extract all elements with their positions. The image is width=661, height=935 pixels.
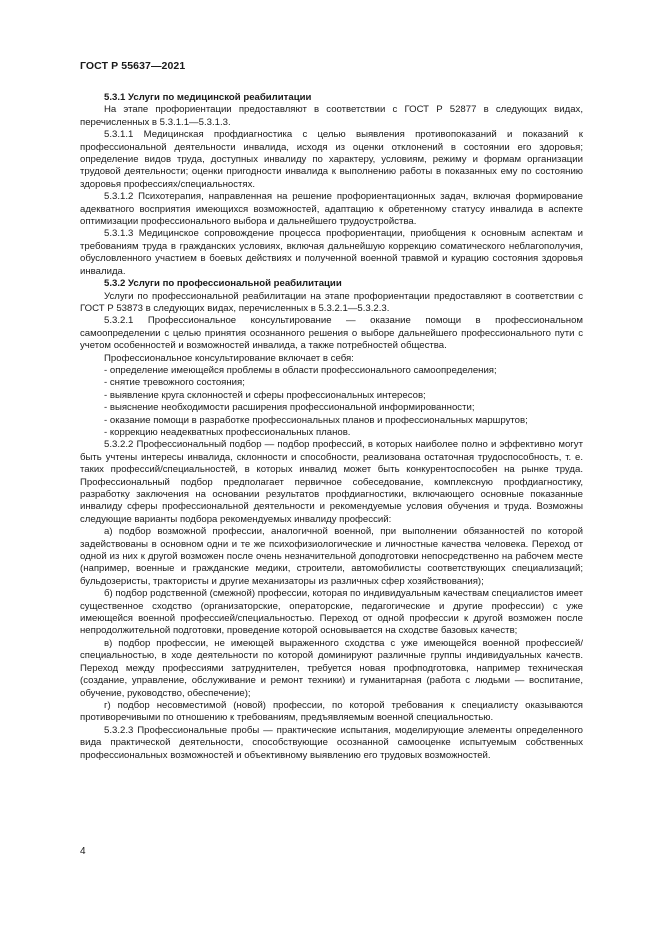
document-body	[80, 92, 583, 762]
list-item: - выявление круга склонностей и сферы профессиональных интересов;	[104, 389, 426, 401]
page-number: 4	[80, 846, 86, 857]
section-heading: 5.3.1 Услуги по медицинской реабилитации	[104, 92, 312, 103]
standard-header: ГОСТ Р 55637—2021	[80, 60, 186, 72]
paragraph: в) подбор профессии, не имеющей выраженного сходства с уже имеющейся военной профессией/специальностью, в ходе деятельности по которой доминируют различные группы индивидуальных качеств. Переход между профессиями затруднителен, требуется новая профподготовка, например техническая (создание, управление, обслуживание и ремонт техники) и гуманитарная (работа с людьми — воспитание, обучение, руководство, обеспечение);	[80, 637, 583, 699]
list-item: - коррекцию неадекватных профессиональных планов.	[104, 426, 351, 438]
paragraph: Услуги по профессиональной реабилитации на этапе профориентации предоставляют в соответствии с ГОСТ Р 53873 в следующих видах, перечисленных в 5.3.2.1—5.3.2.3.	[80, 290, 583, 314]
section-heading: 5.3.2 Услуги по профессиональной реабилитации	[104, 278, 342, 290]
paragraph: г) подбор несовместимой (новой) профессии, по которой требования к специалисту оказываются противоречивыми по отношению к требованиям, предъявляемым военной специальностью.	[80, 699, 583, 724]
paragraph: б) подбор родственной (смежной) профессии, которая по индивидуальным качествам специалистов имеет существенное сходство (организаторские, операторские, педагогические и другие профессии) с уже имеющейся военной профессией/специальностью. Переход от одной профессии к другой возможен после непродолжительной подготовки, проведение которой основывается на сходстве базовых качеств;	[80, 588, 583, 637]
paragraph: 5.3.2.3 Профессиональные пробы — практические испытания, моделирующие элементы определенного вида практической деятельности, способствующие осознанной самооценке испытуемым собственных профессиональных возможностей и объективному выявлению его трудовых возможностей.	[80, 724, 583, 761]
paragraph: 5.3.2.2 Профессиональный подбор — подбор профессий, в которых наиболее полно и эффективно могут быть учтены интересы инвалида, склонности и способности, реализована остаточная трудоспособность, т. е. таких профессий/специальностей, в которых инвалид может быть конкурентоспособен на рынке труда. Профессиональный подбор предполагает первичное собеседование, комплексную профдиагностику, разработку заключения на основании результатов профдиагностики, включающего основные показанные инвалиду сферы профессиональной деятельности и рекомендуемые условия обучения и труда. Возможны следующие варианты подбора рекомендуемых инвалиду профессий:	[80, 439, 583, 525]
paragraph: 5.3.1.1 Медицинская профдиагностика с целью выявления противопоказаний и показаний к профессиональной деятельности инвалида, исходя из оценки отклонений в состоянии его здоровья; определение видов труда, доступных инвалиду по характеру, условиям, режиму и формам организации трудовой деятельности; оценки пригодности инвалида к выполнению работы в показанных ему по состоянию здоровья профессиях/специальностях.	[80, 129, 583, 190]
paragraph: Профессиональное консультирование включает в себя:	[104, 352, 354, 364]
paragraph: На этапе профориентации предоставляют в соответствии с ГОСТ Р 52877 в следующих видах, перечисленных в 5.3.1.1—5.3.1.3.	[80, 104, 583, 128]
paragraph: 5.3.1.3 Медицинское сопровождение процесса профориентации, приобщения к основным аспектам и требованиям труда в гражданских условиях, включая дальнейшую коррекцию соматического неблагополучия, обусловленного участием в боевых действиях и полученной военной травмой и курацию состояния здоровья инвалида.	[80, 228, 583, 277]
list-item: - снятие тревожного состояния;	[104, 377, 245, 389]
paragraph: 5.3.1.2 Психотерапия, направленная на решение профориентационных задач, включая формирование адекватного восприятия имеющихся возможностей, адаптацию к обретенному статусу инвалида в аспекте оптимизации профессионального выбора и дальнейшего трудоустройства.	[80, 191, 583, 228]
list-item: - оказание помощи в разработке профессиональных планов и профессиональных маршрутов;	[104, 414, 528, 426]
paragraph: а) подбор возможной профессии, аналогичной военной, при выполнении обязанностей по которой задействованы в основном одни и те же психофизиологические и личностные качества человека. Переход от одной из них к другой возможен после очень незначительной доподготовки непосредственно на рабочем месте (например, военные и гражданские медики, строители, автомобилисты соответствующих специализаций; бульдозеристы, трактористы и другие механизаторы из различных сфер хозяйствования);	[80, 526, 583, 587]
list-item: - выяснение необходимости расширения профессиональной информированности;	[104, 402, 475, 414]
list-item: - определение имеющейся проблемы в области профессионального самоопределения;	[104, 364, 497, 376]
paragraph: 5.3.2.1 Профессиональное консультирование — оказание помощи в профессиональном самоопределении с целью принятия осознанного решения о выборе дальнейшего профессионального пути с учетом особенностей и возможностей инвалида, а также потребностей общества.	[80, 315, 583, 352]
